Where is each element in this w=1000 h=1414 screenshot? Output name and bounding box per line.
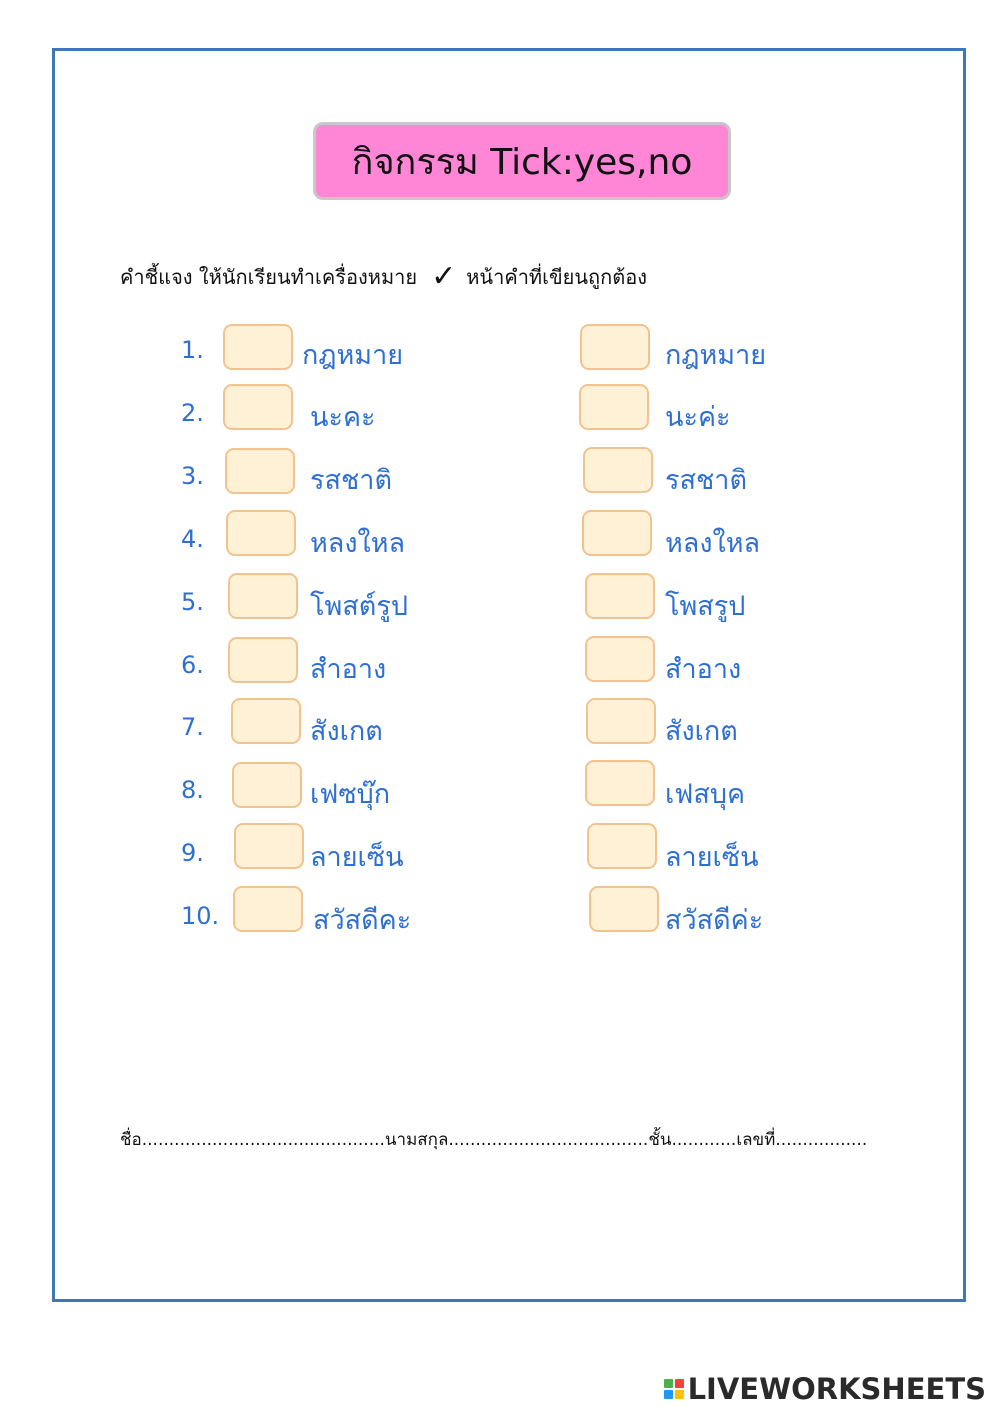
tick-box-right[interactable] [585,636,655,682]
word-left: สำอาง [310,654,387,685]
tick-box-left[interactable] [223,324,293,370]
tick-box-right[interactable] [589,886,659,932]
word-left: โพสต์รูป [310,591,408,622]
instruction-text-after: หน้าคำที่เขียนถูกต้อง [466,265,647,289]
word-left: หลงใหล [310,528,406,559]
item-number: 7. [181,713,204,741]
checkmark-icon: ✓ [431,259,457,294]
tick-box-left[interactable] [233,886,303,932]
word-left: สังเกต [310,716,383,747]
word-right: นะค่ะ [665,402,731,433]
word-left: สวัสดีคะ [313,905,412,936]
worksheet-title [313,122,731,200]
student-info-line: ชื่อ.............................................นามสกุล.....................................ชั้น............เลขที่................. [120,1130,868,1150]
word-right: หลงใหล [665,528,761,559]
word-left: รสชาติ [310,465,393,496]
word-right: โพสรูป [665,591,746,622]
item-number: 1. [181,336,204,364]
worksheet-title-text: กิจกรรม Tick:yes,no [351,141,693,183]
tick-box-left[interactable] [228,573,298,619]
word-right: สำอาง [665,654,742,685]
word-left: ลายเซ็น [310,842,404,873]
tick-box-left[interactable] [225,448,295,494]
logo-square [664,1390,673,1399]
item-number: 6. [181,651,204,679]
tick-box-left[interactable] [231,698,301,744]
word-right: สวัสดีค่ะ [665,905,764,936]
tick-box-right[interactable] [582,510,652,556]
logo-square [664,1379,673,1388]
word-right: ลายเซ็น [665,842,759,873]
item-number: 9. [181,839,204,867]
word-right: สังเกต [665,716,738,747]
tick-box-right[interactable] [579,384,649,430]
tick-box-right[interactable] [580,324,650,370]
tick-box-right[interactable] [586,698,656,744]
logo-square [675,1379,684,1388]
brand-text: LIVEWORKSHEETS [687,1372,986,1406]
instruction-line [120,257,647,297]
word-right: รสชาติ [665,465,748,496]
liveworksheets-brand [664,1372,986,1406]
tick-box-left[interactable] [232,762,302,808]
item-number: 2. [181,399,204,427]
liveworksheets-logo-icon [664,1379,684,1399]
word-right: กฎหมาย [665,340,767,371]
word-left: นะคะ [310,402,376,433]
item-number: 8. [181,776,204,804]
tick-box-left[interactable] [228,637,298,683]
word-right: เฟสบุค [665,779,746,810]
tick-box-right[interactable] [587,823,657,869]
word-left: กฎหมาย [302,340,404,371]
instruction-text-before: คำชี้แจง ให้นักเรียนทำเครื่องหมาย [120,265,418,289]
tick-box-right[interactable] [585,760,655,806]
tick-box-left[interactable] [223,384,293,430]
tick-box-right[interactable] [585,573,655,619]
item-number: 4. [181,525,204,553]
item-number: 5. [181,588,204,616]
tick-box-right[interactable] [583,447,653,493]
word-left: เฟซบุ๊ก [310,779,391,810]
tick-box-left[interactable] [226,510,296,556]
tick-box-left[interactable] [234,823,304,869]
logo-square [675,1390,684,1399]
item-number: 3. [181,462,204,490]
item-number: 10. [181,902,220,930]
